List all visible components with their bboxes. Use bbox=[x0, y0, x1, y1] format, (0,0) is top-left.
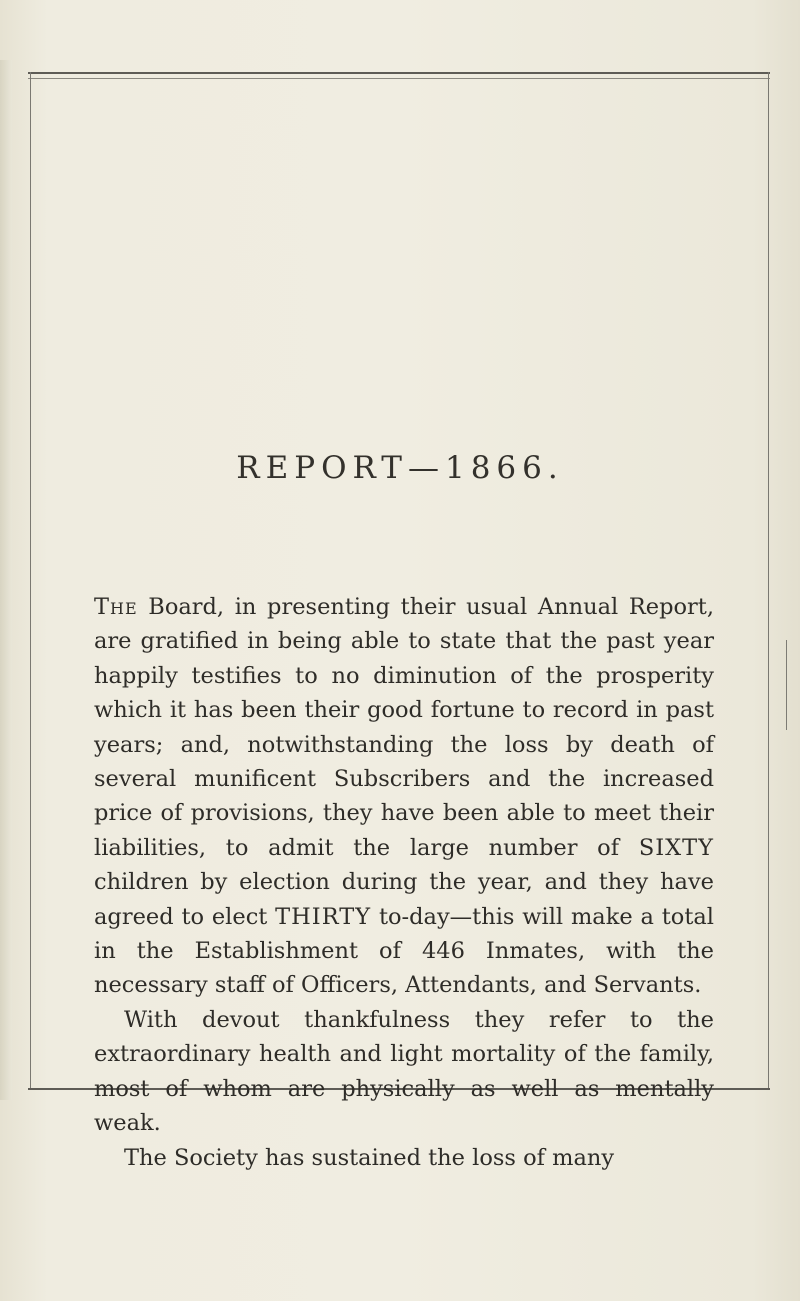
page-heading: REPORT—1866. bbox=[236, 450, 564, 486]
emphasis-sixty: SIXTY bbox=[638, 834, 714, 861]
lead-word: The bbox=[94, 594, 138, 620]
paragraph-1-text-2: children by election during the year, and they have agreed to elect bbox=[94, 869, 714, 930]
paragraph-1-text-3: to-day—this will make a total in the Establishment of 446 Inmates, with the necessary staff of Officers, Attendants, and Servants. bbox=[94, 903, 714, 999]
top-border-rule-inner bbox=[28, 78, 770, 79]
top-border-rule bbox=[28, 72, 770, 74]
paragraph-3: The Society has sustained the loss of many bbox=[124, 1144, 615, 1171]
paragraph-1 bbox=[94, 590, 714, 1003]
emphasis-thirty: THIRTY bbox=[275, 903, 372, 930]
paragraph-2: With devout thankfulness they refer to the extraordinary health and light mortality of the family, most of whom are physically as well as mentally weak. bbox=[94, 1006, 714, 1137]
margin-tick bbox=[786, 640, 787, 730]
book-spine-shadow bbox=[0, 60, 12, 1100]
paragraph-1-text: Board, in presenting their usual Annual Report, are gratified in being able to state that the past year happily testifies to no diminution of the prosperity which it has been their good fortune to record in past years; and, notwithstanding the loss by death of several munificent Subscribers and the increased price of provisions, they have been able to meet their liabilities, to admit the large number of bbox=[94, 594, 714, 861]
right-border-rule bbox=[768, 72, 769, 1088]
reverse-side-show-through bbox=[130, 120, 690, 450]
report-body bbox=[94, 590, 714, 1175]
left-border-rule bbox=[30, 72, 31, 1088]
